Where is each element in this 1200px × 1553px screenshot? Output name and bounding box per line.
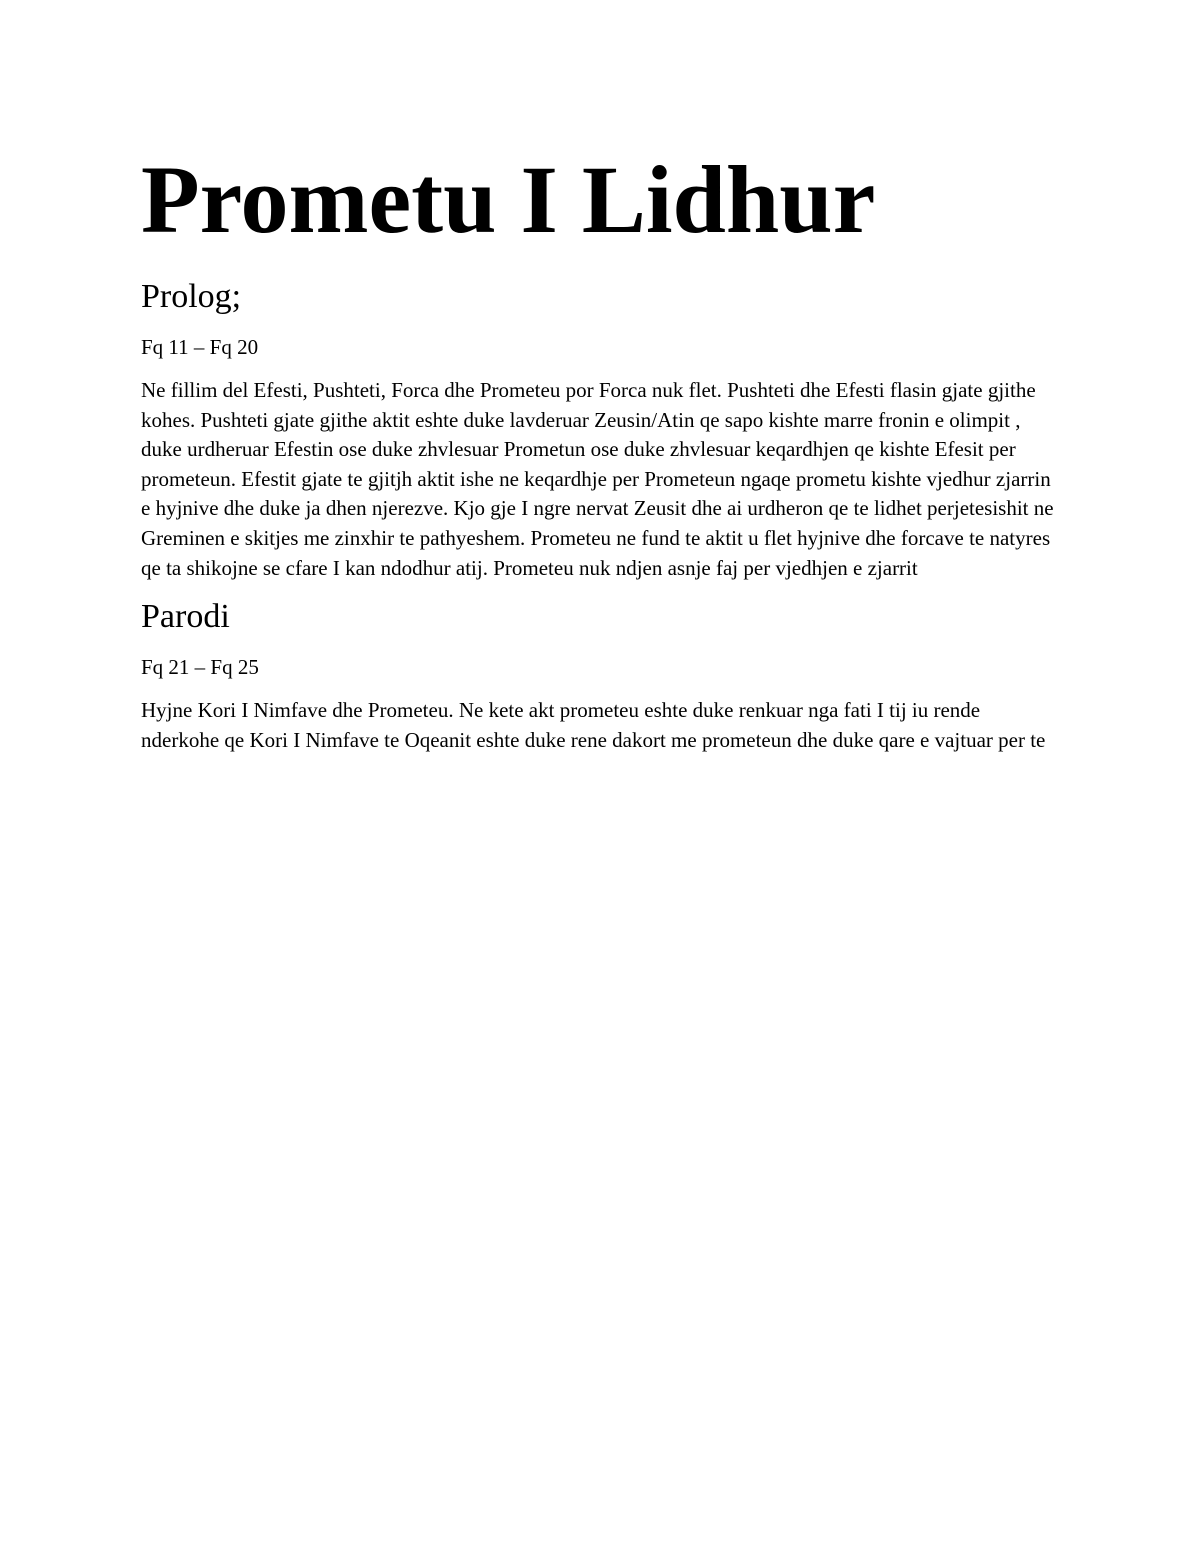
section-body: Ne fillim del Efesti, Pushteti, Forca dhe Prometeu por Forca nuk flet. Pushteti dhe Efesti flasin gjate gjithe kohes. Pushteti gjate gjithe aktit eshte duke lavderuar Zeusin/Atin qe sapo kishte marre fronin e olimpit , duke urdheruar Efestin ose duke zhvlesuar Prometun ose duke zhvlesuar keqardhjen qe kishte Efesit per prometeun. Efestit gjate te gjitjh aktit ishe ne keqardhje per Prometeun ngaqe prometu kishte vjedhur zjarrin e hyjnive dhe duke ja dhen njerezve. Kjo gje I ngre nervat Zeusit dhe ai urdheron qe te lidhet perjetesishit ne Greminen e skitjes me zinxhir te pathyeshem. Prometeu ne fund te aktit u flet hyjnive dhe forcave te natyres qe ta shikojne se cfare I kan ndodhur atij. Prometeu nuk ndjen asnje faj per vjedhjen e zjarrit bbox=[141, 378, 1054, 580]
section-heading: Prolog; bbox=[141, 278, 242, 315]
section-parodi bbox=[141, 597, 1061, 755]
document-title: Prometu I Lidhur bbox=[141, 146, 876, 253]
section-prolog bbox=[141, 277, 1061, 583]
page-range: Fq 11 – Fq 20 bbox=[141, 335, 259, 359]
page-range: Fq 21 – Fq 25 bbox=[141, 655, 259, 680]
section-body: Hyjne Kori I Nimfave dhe Prometeu. Ne kete akt prometeu eshte duke renkuar nga fati I tij iu rende nderkohe qe Kori I Nimfave te Oqeanit eshte duke rene dakort me prometeun dhe duke qare e vajtuar per te bbox=[141, 698, 1046, 752]
section-heading: Parodi bbox=[141, 598, 230, 636]
document-content bbox=[141, 148, 1061, 755]
